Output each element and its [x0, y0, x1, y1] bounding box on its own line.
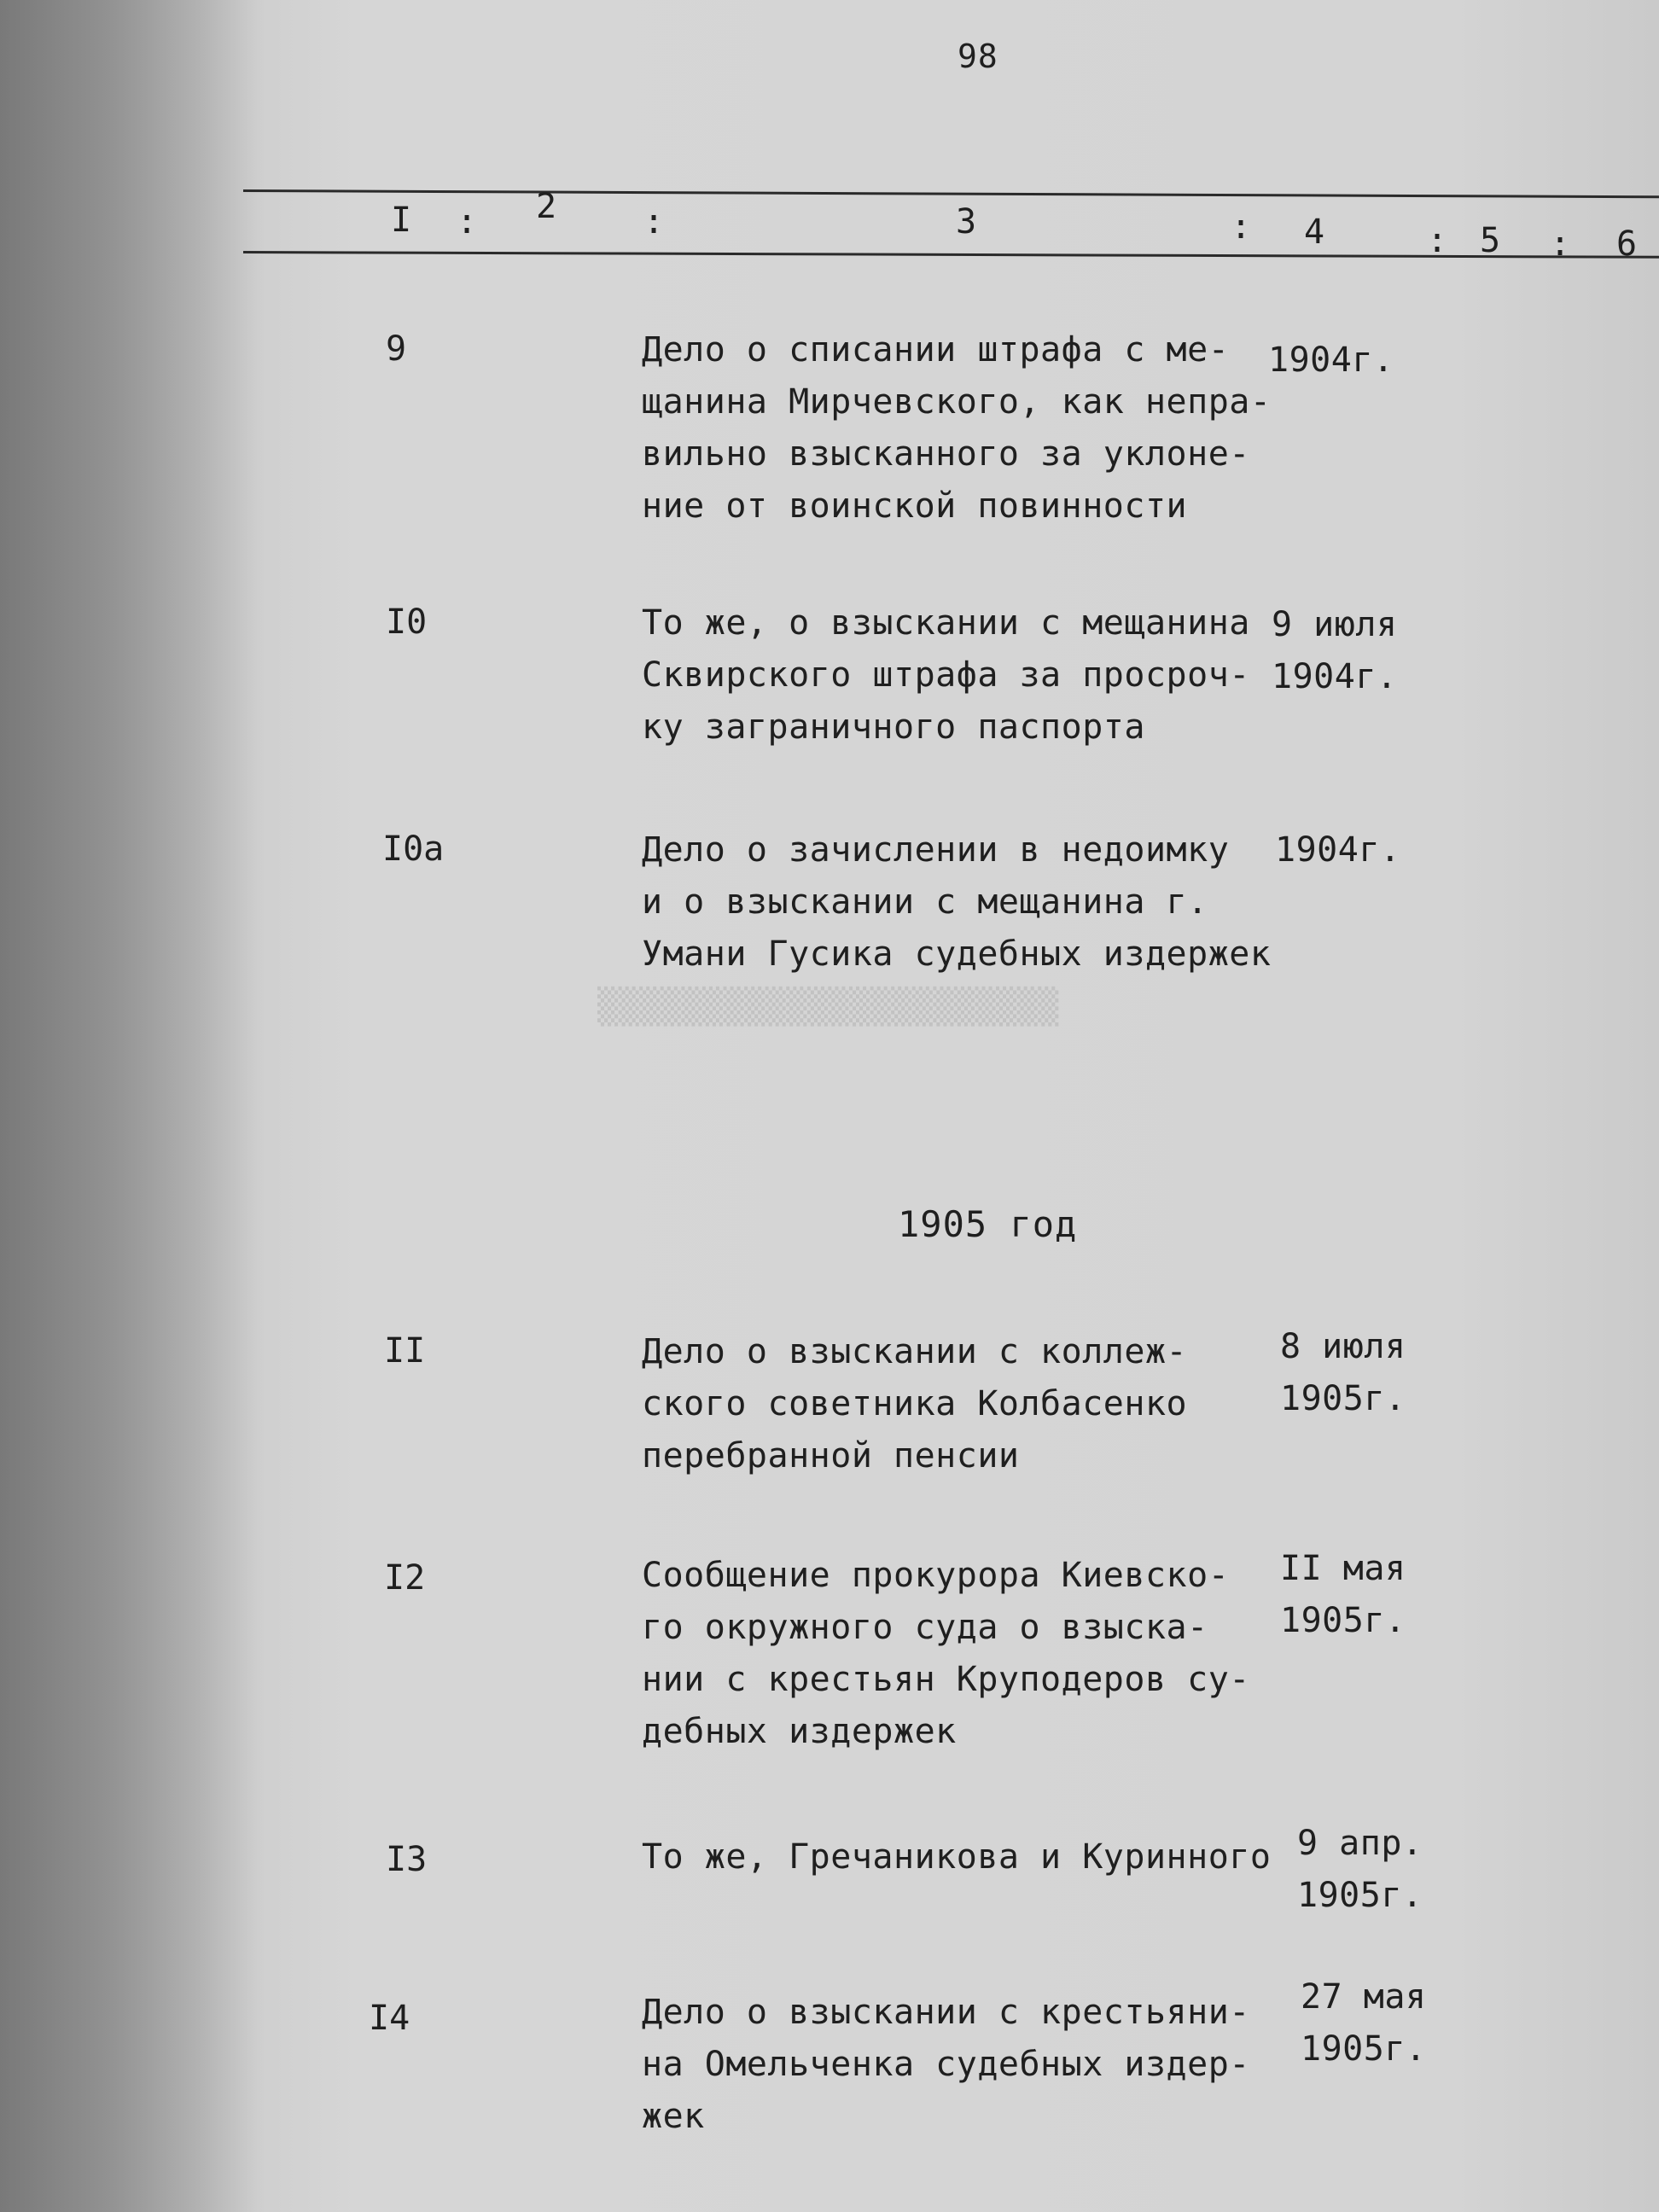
description-line: ние от воинской повинности [642, 486, 1188, 526]
description-line: и о взыскании с мещанина г. [642, 882, 1208, 922]
book-spine-shadow [0, 0, 265, 2212]
header-rule-top [243, 189, 1659, 198]
item-description [642, 1987, 1250, 2143]
item-date [1275, 824, 1401, 876]
description-line: То же, Гречаникова и Куринного [642, 1837, 1272, 1877]
bleed-through: ▒▒▒▒▒▒▒▒▒▒▒▒▒▒▒▒▒▒▒▒▒▒ [597, 987, 1059, 1027]
date-line: 1904г. [1272, 657, 1398, 696]
column-header-5: 5 [1480, 221, 1501, 260]
item-date [1280, 1543, 1406, 1647]
item-number: I4 [369, 1999, 410, 2038]
description-line: Дело о зачислении в недоимку [642, 830, 1230, 870]
item-number: I3 [386, 1840, 428, 1879]
item-description [642, 1550, 1250, 1758]
item-number: I0а [382, 830, 445, 869]
description-line: Сообщение прокурора Киевско- [642, 1556, 1230, 1595]
date-line: 1905г. [1280, 1379, 1406, 1418]
description-line: Дело о взыскании с крестьяни- [642, 1993, 1250, 2032]
item-number: II [384, 1331, 426, 1371]
item-date [1301, 1971, 1427, 2075]
date-line: 1905г. [1280, 1601, 1406, 1640]
item-date [1280, 1321, 1406, 1425]
description-line: перебранной пенсии [642, 1436, 1020, 1476]
item-description [642, 824, 1271, 981]
date-line: 1905г. [1301, 2029, 1427, 2069]
date-line: 1904г. [1268, 341, 1394, 380]
description-line: Умани Гусика судебных издержек [642, 934, 1272, 974]
item-number: I0 [386, 602, 428, 642]
column-separator: : [457, 202, 478, 242]
description-line: Дело о списании штрафа с ме- [642, 330, 1230, 370]
date-line: II мая [1280, 1549, 1406, 1588]
description-line: ку заграничного паспорта [642, 707, 1145, 747]
date-line: 1905г. [1297, 1876, 1423, 1915]
date-line: 1904г. [1275, 830, 1401, 870]
date-line: 8 июля [1280, 1327, 1406, 1366]
column-header-1: I [391, 201, 412, 240]
description-line: нии с крестьян Круподеров су- [642, 1660, 1250, 1699]
date-line: 27 мая [1301, 1977, 1427, 2017]
item-description [642, 597, 1250, 754]
description-line: щанина Мирчевского, как непра- [642, 382, 1272, 422]
column-separator: : [1231, 207, 1252, 247]
column-header-2: 2 [536, 187, 557, 226]
column-separator: : [1427, 221, 1448, 260]
description-line: То же, о взыскании с мещанина [642, 603, 1250, 643]
item-description [642, 324, 1271, 533]
date-line: 9 апр. [1297, 1824, 1423, 1863]
description-line: дебных издержек [642, 1712, 957, 1751]
date-line: 9 июля [1272, 605, 1398, 644]
page-number: 98 [958, 38, 998, 75]
item-description [642, 1831, 1271, 1883]
description-line: вильно взысканного за уклоне- [642, 434, 1250, 474]
description-line: на Омельченка судебных издер- [642, 2045, 1250, 2084]
description-line: жек [642, 2097, 705, 2136]
item-date [1272, 599, 1398, 703]
description-line: ского советника Колбасенко [642, 1384, 1188, 1423]
description-line: Сквирского штрафа за просроч- [642, 655, 1250, 695]
item-number: 9 [386, 329, 407, 369]
column-header-4: 4 [1304, 212, 1325, 252]
column-separator: : [1550, 224, 1571, 264]
item-date [1268, 335, 1394, 387]
column-header-3: 3 [956, 202, 977, 242]
item-number: I2 [384, 1558, 426, 1598]
item-date [1297, 1818, 1423, 1922]
description-line: Дело о взыскании с коллеж- [642, 1332, 1188, 1371]
item-description [642, 1326, 1187, 1482]
column-header-6: 6 [1616, 224, 1638, 264]
column-separator: : [643, 202, 665, 242]
year-heading: 1905 год [898, 1203, 1078, 1245]
description-line: го окружного суда о взыска- [642, 1608, 1208, 1647]
